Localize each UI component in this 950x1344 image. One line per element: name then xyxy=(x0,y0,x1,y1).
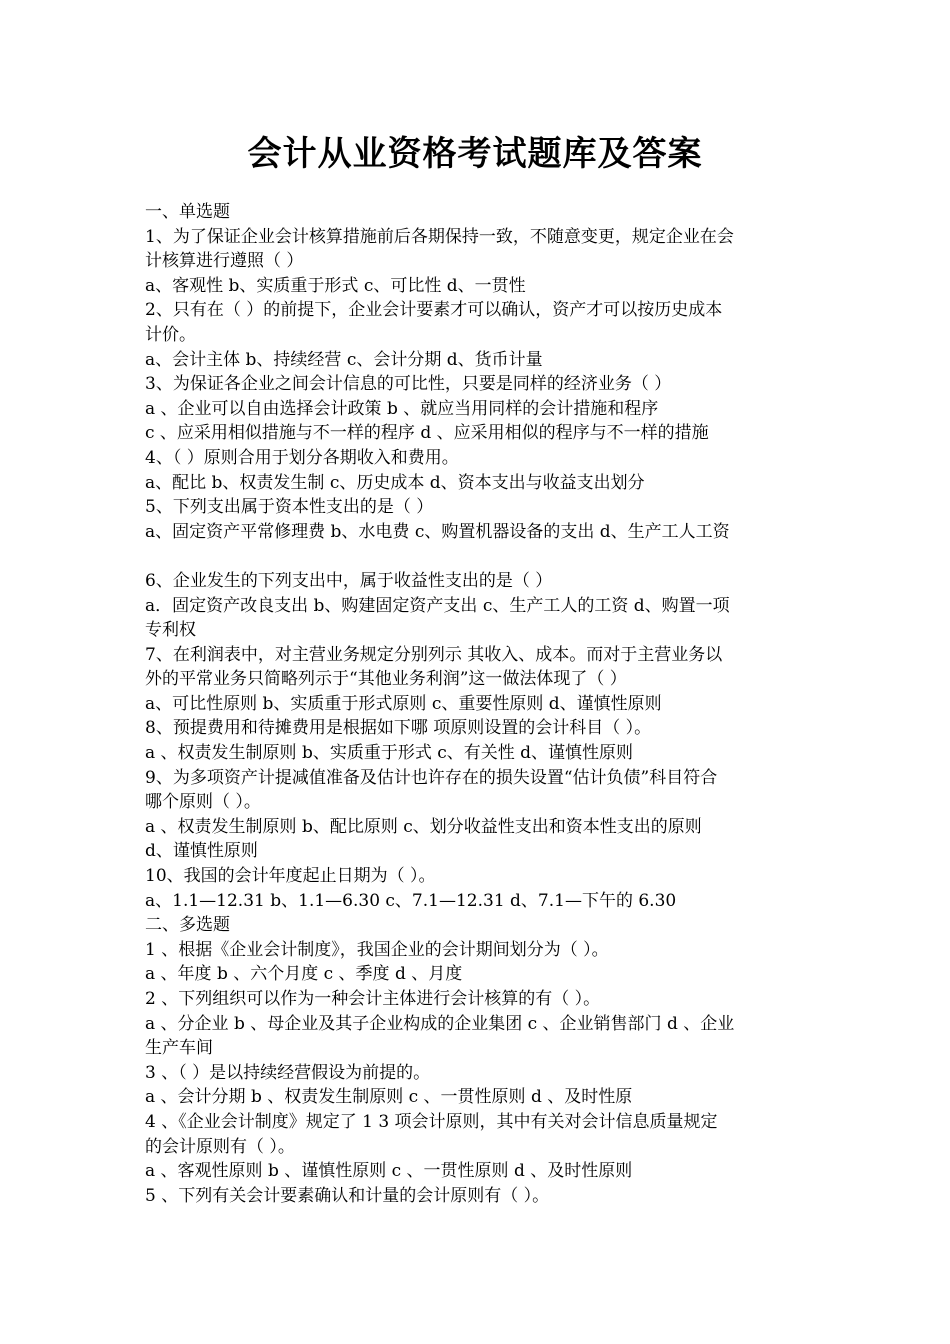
text-line: d、谨慎性原则 xyxy=(145,841,258,862)
text-line: a．固定资产改良支出 b、购建固定资产支出 c、生产工人的工资 d、购置一项 xyxy=(145,595,730,616)
text-line: a 、分企业 b 、母企业及其子企业构成的企业集团 c 、企业销售部门 d 、企业 xyxy=(145,1013,735,1034)
text-line: 8、预提费用和待摊费用是根据如下哪 项原则设置的会计科目（ ）。 xyxy=(145,718,652,739)
text-line: 2、只有在（ ）的前提下，企业会计要素才可以确认，资产才可以按历史成本 xyxy=(145,300,723,321)
text-line: a 、客观性原则 b 、谨慎性原则 c 、一贯性原则 d 、及时性原则 xyxy=(145,1161,633,1182)
text-line: 的会计原则有（ ）。 xyxy=(145,1136,295,1157)
text-line: 5、下列支出属于资本性支出的是（ ） xyxy=(145,497,434,518)
text-line: a、可比性原则 b、实质重于形式原则 c、重要性原则 d、谨慎性原则 xyxy=(145,693,662,714)
text-line: 5 、下列有关会计要素确认和计量的会计原则有（ ）。 xyxy=(145,1185,550,1206)
text-line: 生产车间 xyxy=(145,1038,213,1059)
text-line: 1、为了保证企业会计核算措施前后各期保持一致，不随意变更，规定企业在会 xyxy=(145,226,734,247)
text-line: 一、单选题 xyxy=(145,202,230,222)
text-line: 4 、《企业会计制度》规定了 1 3 项会计原则，其中有关对会计信息质量规定 xyxy=(145,1111,718,1132)
text-line: 哪个原则（ ）。 xyxy=(145,792,261,813)
text-line: a、客观性 b、实质重于形式 c、可比性 d、一贯性 xyxy=(145,275,526,296)
text-line: 9、为多项资产计提减值准备及估计也许存在的损失设置“估计负债”科目符合 xyxy=(145,767,718,788)
text-line: 二、多选题 xyxy=(145,915,230,936)
text-line: a 、年度 b 、六个月度 c 、季度 d 、月度 xyxy=(145,964,463,985)
text-line: 计核算进行遵照（ ） xyxy=(145,251,304,272)
text-line: 3、为保证各企业之间会计信息的可比性，只要是同样的经济业务（ ） xyxy=(145,374,672,395)
text-line xyxy=(145,544,810,569)
text-line: a 、企业可以自由选择会计政策 b 、就应当用同样的会计措施和程序 xyxy=(145,398,659,419)
document-title: 会计从业资格考试题库及答案 xyxy=(247,134,703,174)
text-line: a、会计主体 b、持续经营 c、会计分期 d、货币计量 xyxy=(145,349,543,370)
document-body xyxy=(145,200,810,1208)
text-line: 外的平常业务只简略列示于“其他业务利润”这一做法体现了（ ） xyxy=(145,669,627,690)
text-line: 4、（ ）原则合用于划分各期收入和费用。 xyxy=(145,447,459,468)
text-line: 专利权 xyxy=(145,620,196,641)
text-line: 1 、根据《企业会计制度》，我国企业的会计期间划分为（ ）。 xyxy=(145,939,609,960)
text-line: a 、权责发生制原则 b、配比原则 c、划分收益性支出和资本性支出的原则 xyxy=(145,816,702,837)
text-line: a 、权责发生制原则 b、实质重于形式 c、有关性 d、谨慎性原则 xyxy=(145,743,634,764)
text-line: a、配比 b、权责发生制 c、历史成本 d、资本支出与收益支出划分 xyxy=(145,472,645,493)
text-line: 6、企业发生的下列支出中，属于收益性支出的是（ ） xyxy=(145,570,553,591)
text-line: a、1.1—12.31 b、1.1—6.30 c、7.1—12.31 d、7.1—下午的 6.30 xyxy=(145,890,677,911)
text-line: 3 、（ ）是以持续经营假设为前提的。 xyxy=(145,1062,431,1083)
text-line: 2 、下列组织可以作为一种会计主体进行会计核算的有（ ）。 xyxy=(145,989,601,1009)
text-line: c 、应采用相似措施与不一样的程序 d 、应采用相似的程序与不一样的措施 xyxy=(145,423,709,444)
text-line: 10、我国的会计年度起止日期为（ ）。 xyxy=(145,866,436,887)
text-line: 7、在利润表中，对主营业务规定分别列示 其收入、成本。而对于主营业务以 xyxy=(145,644,723,665)
text-line: a、固定资产平常修理费 b、水电费 c、购置机器设备的支出 d、生产工人工资 xyxy=(145,521,730,542)
text-line: a 、会计分期 b 、权责发生制原则 c 、一贯性原则 d 、及时性原 xyxy=(145,1087,633,1108)
text-line: 计价。 xyxy=(145,324,196,345)
